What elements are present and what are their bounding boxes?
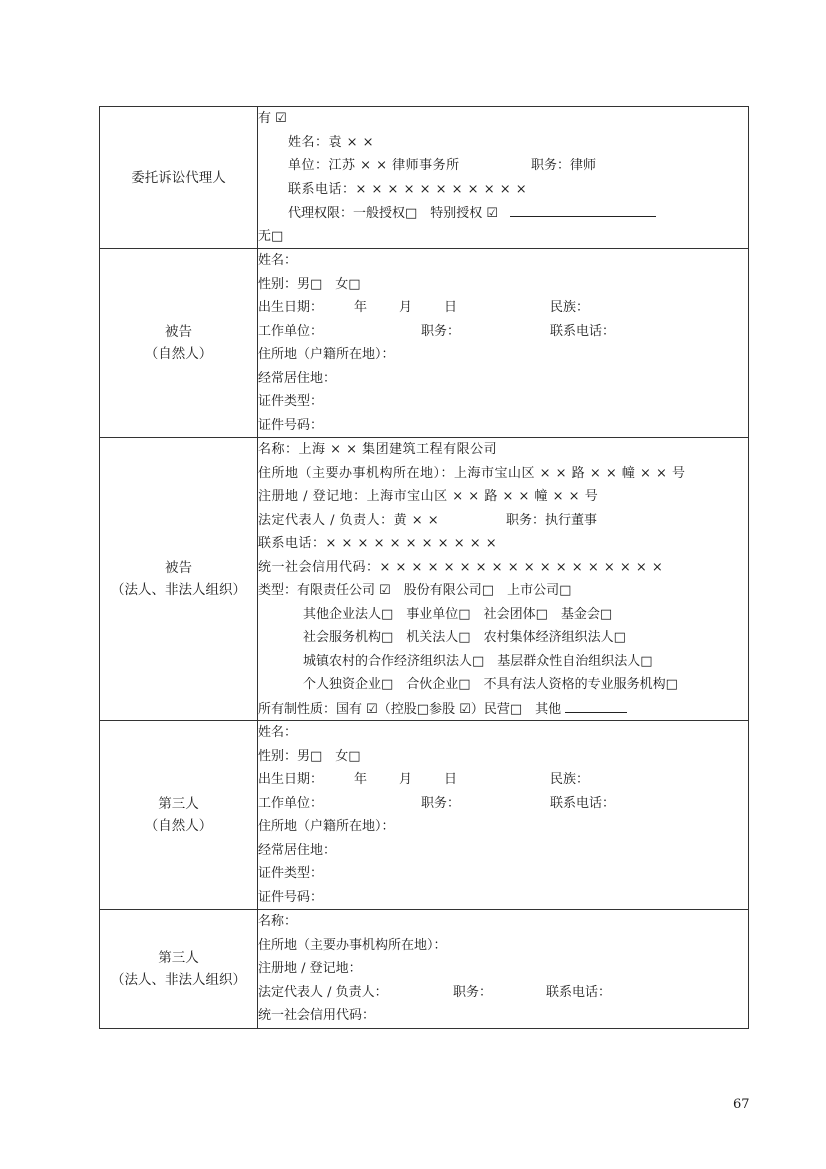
do-type-2: 其他企业法人□ 事业单位□ 社会团体□ 基金会□ bbox=[303, 606, 613, 622]
tp-work-line bbox=[258, 792, 748, 816]
tp-workplace: 工作单位： bbox=[258, 795, 324, 811]
agent-label-cell bbox=[100, 107, 258, 249]
do-credit-code: 统一社会信用代码：× × × × × × × × × × × × × × × × × × bbox=[258, 559, 664, 575]
tp-gender: 性别：男□ 女□ bbox=[258, 748, 361, 764]
dp-ethnicity: 民族： bbox=[550, 300, 590, 315]
defendant-org-label-cell bbox=[100, 438, 258, 721]
to-legal-rep: 法定代表人 / 负责人： bbox=[258, 984, 388, 1000]
to-credit-code: 统一社会信用代码： bbox=[258, 1008, 376, 1023]
tp-year: 年 bbox=[354, 772, 368, 787]
dp-id-number: 证件号码： bbox=[258, 417, 324, 433]
do-phone: 联系电话：× × × × × × × × × × × bbox=[258, 536, 498, 551]
dp-birth: 出生日期： bbox=[258, 300, 324, 315]
third-person-label: 第三人 bbox=[158, 796, 199, 812]
agent-content-cell bbox=[258, 107, 749, 249]
agent-scope-blank bbox=[510, 201, 656, 217]
dp-day: 日 bbox=[444, 300, 458, 315]
agent-position: 职务：律师 bbox=[531, 158, 597, 173]
agent-scope: 代理权限：一般授权□ 特别授权 ☑ bbox=[288, 206, 499, 221]
do-type-4: 城镇农村的合作经济组织法人□ 基层群众性自治组织法人□ bbox=[303, 653, 653, 669]
do-address: 住所地（主要办事机构所在地）：上海市宝山区 × × 路 × × 幢 × × 号 bbox=[258, 465, 686, 481]
to-name: 名称： bbox=[258, 914, 298, 929]
tp-ethnicity: 民族： bbox=[550, 772, 590, 787]
dp-work-line bbox=[258, 320, 748, 344]
tp-id-type: 证件类型： bbox=[258, 866, 324, 881]
defendant-person-sublabel: （自然人） bbox=[144, 346, 213, 362]
agent-name: 姓名：袁 × × bbox=[288, 134, 375, 150]
dp-birth-line bbox=[258, 296, 748, 320]
defendant-org-row bbox=[100, 438, 749, 721]
third-person-row bbox=[100, 721, 749, 910]
tp-id-number: 证件号码： bbox=[258, 889, 324, 905]
agent-none: 无□ bbox=[258, 228, 284, 244]
to-registered: 注册地 / 登记地： bbox=[258, 961, 362, 976]
do-name: 名称：上海 × × 集团建筑工程有限公司 bbox=[258, 442, 498, 457]
do-type-5: 个人独资企业□ 合伙企业□ 不具有法人资格的专业服务机构□ bbox=[303, 677, 678, 692]
tp-day: 日 bbox=[444, 772, 458, 787]
defendant-org-sublabel: （法人、非法人组织） bbox=[111, 582, 246, 598]
do-rep-line bbox=[258, 509, 748, 533]
dp-habitual: 经常居住地： bbox=[258, 370, 337, 386]
do-position: 职务：执行董事 bbox=[506, 512, 598, 528]
litigation-form-table bbox=[99, 106, 749, 1029]
dp-gender: 性别：男□ 女□ bbox=[258, 276, 361, 292]
agent-row bbox=[100, 107, 749, 249]
defendant-person-content-cell bbox=[258, 249, 749, 438]
tp-residence: 住所地（户籍所在地）： bbox=[258, 819, 395, 834]
third-person-label-cell bbox=[100, 721, 258, 910]
tp-birth-line bbox=[258, 768, 748, 792]
third-org-row bbox=[100, 910, 749, 1029]
third-org-sublabel: （法人、非法人组织） bbox=[111, 971, 246, 988]
dp-residence: 住所地（户籍所在地）： bbox=[258, 347, 395, 362]
dp-workplace: 工作单位： bbox=[258, 323, 324, 339]
do-ownership-line bbox=[258, 697, 748, 721]
page-number: 67 bbox=[733, 1097, 750, 1112]
to-position: 职务： bbox=[453, 984, 493, 1000]
do-type-3: 社会服务机构□ 机关法人□ 农村集体经济组织法人□ bbox=[303, 630, 626, 645]
defendant-org-content-cell bbox=[258, 438, 749, 721]
tp-name: 姓名： bbox=[258, 725, 298, 740]
dp-phone: 联系电话： bbox=[550, 323, 616, 339]
agent-unit: 单位：江苏 × × 律师事务所 bbox=[288, 158, 460, 173]
tp-habitual: 经常居住地： bbox=[258, 842, 337, 858]
defendant-person-label: 被告 bbox=[165, 324, 192, 340]
do-registered: 注册地 / 登记地：上海市宝山区 × × 路 × × 幢 × × 号 bbox=[258, 489, 599, 504]
defendant-org-label: 被告 bbox=[165, 560, 192, 576]
to-address: 住所地（主要办事机构所在地）： bbox=[258, 937, 447, 953]
third-person-sublabel: （自然人） bbox=[144, 818, 213, 834]
do-legal-rep: 法定代表人 / 负责人：黄 × × bbox=[258, 512, 440, 528]
dp-year: 年 bbox=[354, 300, 368, 315]
to-phone: 联系电话： bbox=[546, 984, 612, 1000]
agent-unit-line bbox=[258, 154, 748, 178]
agent-label: 委托诉讼代理人 bbox=[131, 169, 226, 186]
do-ownership: 所有制性质：国有 ☑（控股□参股 ☑）民营□ 其他 bbox=[258, 701, 562, 717]
dp-name: 姓名： bbox=[258, 253, 298, 268]
tp-month: 月 bbox=[399, 772, 413, 787]
agent-scope-line bbox=[258, 201, 748, 225]
to-rep-line bbox=[258, 981, 748, 1005]
tp-phone: 联系电话： bbox=[550, 795, 616, 811]
defendant-person-label-cell bbox=[100, 249, 258, 438]
dp-position: 职务： bbox=[421, 323, 461, 339]
third-org-label-cell bbox=[100, 910, 258, 1029]
tp-position: 职务： bbox=[421, 795, 461, 811]
do-type-1: 类型：有限责任公司 ☑ 股份有限公司□ 上市公司□ bbox=[258, 583, 572, 598]
tp-birth: 出生日期： bbox=[258, 772, 324, 787]
dp-id-type: 证件类型： bbox=[258, 394, 324, 409]
third-person-content-cell bbox=[258, 721, 749, 910]
dp-month: 月 bbox=[399, 300, 413, 315]
third-org-label: 第三人 bbox=[158, 949, 199, 966]
agent-phone: 联系电话：× × × × × × × × × × × bbox=[288, 181, 528, 197]
agent-has: 有 ☑ bbox=[258, 111, 287, 126]
do-ownership-blank bbox=[565, 697, 627, 713]
third-org-content-cell bbox=[258, 910, 749, 1029]
defendant-person-row bbox=[100, 249, 749, 438]
